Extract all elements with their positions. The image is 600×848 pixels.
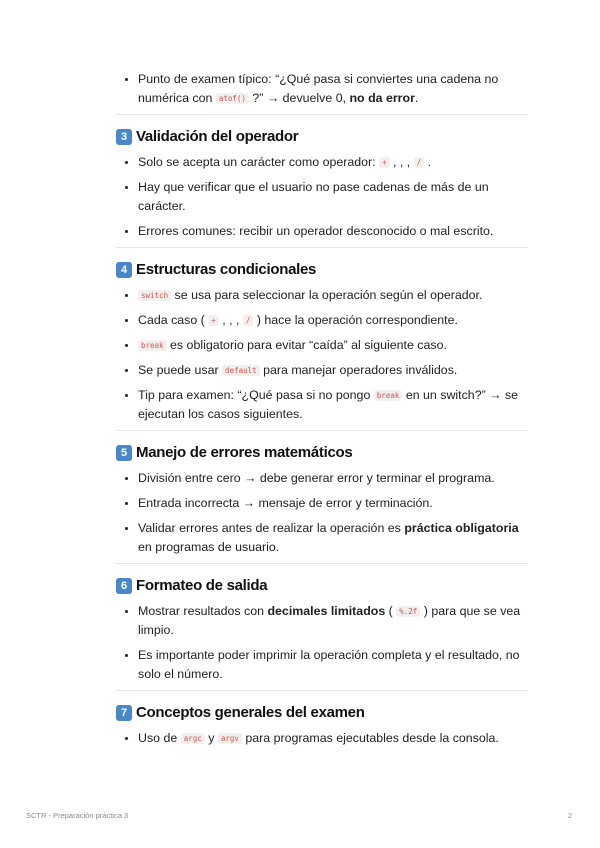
section-list: [116, 153, 528, 241]
inline-code: switch: [138, 290, 171, 301]
text: Punto de examen típico: “¿Qué pasa si conviertes una cadena no numérica con: [138, 72, 499, 105]
inline-code: argc: [181, 733, 205, 744]
text: Cada caso (: [138, 313, 209, 327]
inline-code: break: [374, 390, 403, 401]
section-heading: [116, 443, 528, 463]
text: es obligatorio para evitar “caída” al siguiente caso.: [166, 338, 447, 352]
inline-code: %.2f: [396, 606, 420, 617]
number-5-icon: 5: [116, 445, 132, 461]
divider: [116, 247, 528, 248]
list-item: • Errores comunes: recibir un operador desconocido o mal escrito.: [138, 222, 528, 241]
document-body: [116, 70, 528, 754]
divider: [116, 690, 528, 691]
list-item: [138, 519, 528, 557]
number-6-icon: 6: [116, 578, 132, 594]
heading-text: Validación del operador: [136, 128, 299, 145]
text: en un switch?” → se ejecutan los casos siguientes.: [138, 388, 519, 421]
divider: [116, 563, 528, 564]
inline-code: argv: [218, 733, 242, 744]
number-4-icon: 4: [116, 262, 132, 278]
inline-code: /: [243, 315, 254, 326]
list-item: • Entrada incorrecta → mensaje de error y terminación.: [138, 494, 528, 513]
section-list: [116, 286, 528, 424]
intro-list: [116, 70, 528, 108]
footer-title: SCTR - Preparación práctica 3: [26, 811, 129, 820]
list-item: [138, 153, 528, 172]
section-list: [116, 729, 528, 748]
text: ) hace la operación correspondiente.: [253, 313, 458, 327]
bold-text: práctica obligatoria: [404, 521, 519, 535]
text: ) para que se vea limpio.: [138, 604, 521, 637]
text: Tip para examen: “¿Qué pasa si no pongo: [138, 388, 374, 402]
text: .: [414, 91, 419, 105]
text: para manejar operadores inválidos.: [259, 363, 458, 377]
list-item: [138, 602, 528, 640]
text: Validar errores antes de realizar la operación es: [138, 521, 405, 535]
list-item: • Hay que verificar que el usuario no pase cadenas de más de un carácter.: [138, 178, 528, 216]
text: (: [385, 604, 397, 618]
page-footer: [26, 811, 572, 820]
text: ?” → devuelve 0,: [248, 91, 350, 105]
section-heading: [116, 576, 528, 596]
text: Solo se acepta un carácter como operador:: [138, 155, 380, 169]
list-item: [138, 70, 528, 108]
text: , , ,: [389, 155, 414, 169]
number-3-icon: 3: [116, 129, 132, 145]
divider: [116, 430, 528, 431]
inline-code: +: [379, 157, 390, 168]
section-list: [116, 602, 528, 684]
text: para programas ejecutables desde la consola.: [241, 731, 499, 745]
list-item: [138, 336, 528, 355]
section-list: [116, 469, 528, 557]
section-heading: [116, 703, 528, 723]
list-item: • División entre cero → debe generar error y terminar el programa.: [138, 469, 528, 488]
heading-text: Estructuras condicionales: [136, 261, 317, 278]
list-item: [138, 729, 528, 748]
text: Se puede usar: [138, 363, 223, 377]
text: .: [424, 155, 432, 169]
heading-text: Manejo de errores matemáticos: [136, 444, 353, 461]
inline-code: default: [222, 365, 260, 376]
text: Mostrar resultados con: [138, 604, 268, 618]
number-7-icon: 7: [116, 705, 132, 721]
list-item: • Es importante poder imprimir la operación completa y el resultado, no solo el número.: [138, 646, 528, 684]
inline-code: +: [208, 315, 219, 326]
section-heading: [116, 127, 528, 147]
heading-text: Formateo de salida: [136, 577, 268, 594]
bold-text: decimales limitados: [267, 604, 386, 618]
inline-code: break: [138, 340, 167, 351]
text: , , ,: [218, 313, 243, 327]
inline-code: /: [414, 157, 425, 168]
text: y: [204, 731, 218, 745]
page-number: 2: [567, 811, 572, 820]
list-item: [138, 286, 528, 305]
list-item: [138, 311, 528, 330]
divider: [116, 114, 528, 115]
text: se usa para seleccionar la operación según el operador.: [171, 288, 483, 302]
section-heading: [116, 260, 528, 280]
text: en programas de usuario.: [138, 540, 280, 554]
bold-text: no da error: [349, 91, 415, 105]
list-item: [138, 361, 528, 380]
heading-text: Conceptos generales del examen: [136, 704, 365, 721]
text: Uso de: [138, 731, 181, 745]
list-item: [138, 386, 528, 424]
inline-code: atof(): [216, 93, 249, 104]
